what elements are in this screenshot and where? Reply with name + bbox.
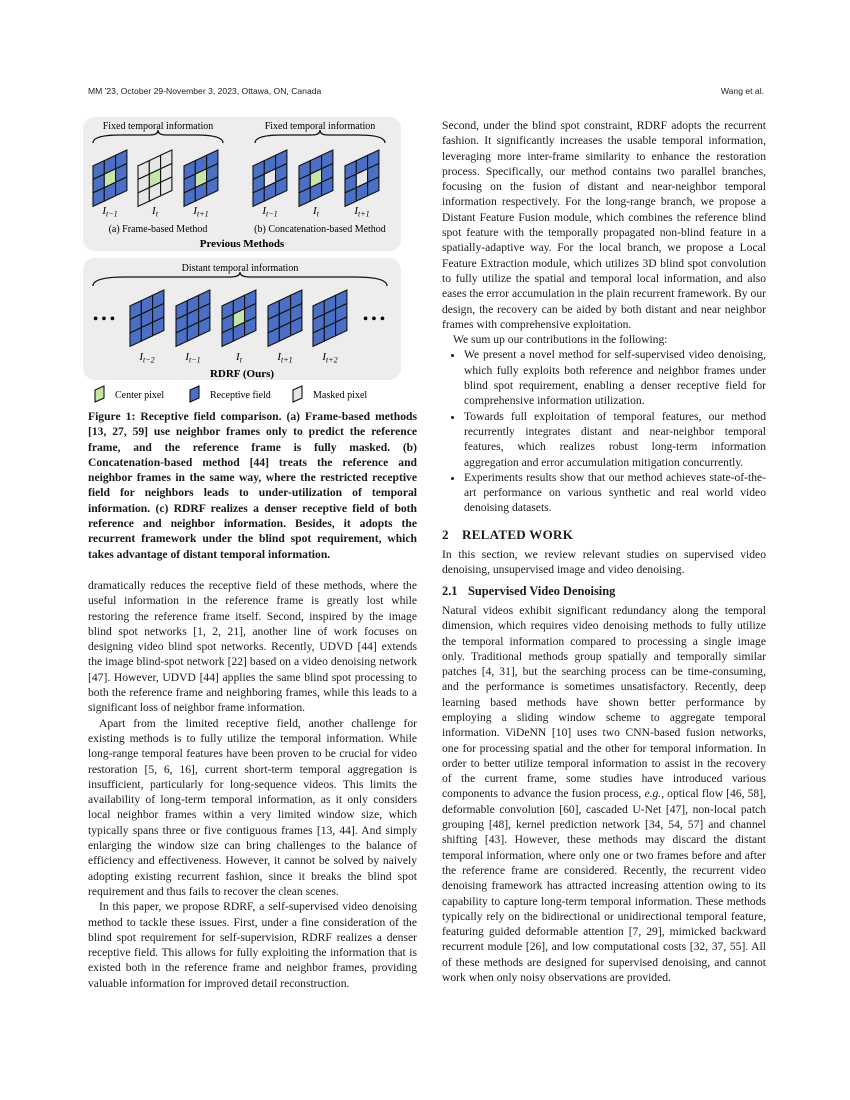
contributions-list — [442, 347, 766, 515]
section-heading-related-work: 2 RELATED WORK — [442, 526, 574, 542]
legend-label: Masked pixel — [313, 390, 368, 401]
ours-label: RDRF (Ours) — [209, 368, 275, 380]
panel-a-title: Fixed temporal information — [102, 121, 214, 132]
frame-label: $I_{t-1}$ — [262, 205, 278, 219]
caption-concatenation-based: (b) Concatenation-based Method — [254, 224, 386, 235]
figure-1-receptive-field — [80, 110, 410, 410]
panel-b-title: Fixed temporal information — [264, 121, 376, 132]
paragraph: dramatically reduces the receptive field of these methods, where the useful information in the reference frame is greatly lost while restoring the reference frame itself. Second, inspired by the image blind spot networks [1, 2, 21], another line of work focuses on designing video blind spot networks. Recently, UDVD [44] extends the image blind-spot network [22] based on a video denoising network [47]. However, UDVD [44] applies the same blind spot processing to both the reference frame and neighboring frames, while this leads to a significant loss of neighbor frame information. — [88, 579, 417, 715]
frame-label: $I_{t-2}$ — [139, 351, 155, 365]
paragraph: In this paper, we propose RDRF, a self-supervised video denoising method to tackle these issues. First, under a fine consideration of the blind spot requirement for self-supervision, RDRF realizes a denser receptive field. This allows for fully exploiting the information that is existed both in the reference frame and neighbor frames, providing valuable information for improved detail reconstruction. — [88, 900, 417, 990]
frame-label: $I_t$ — [236, 351, 242, 365]
running-header-venue: MM '23, October 29-November 3, 2023, Ottawa, ON, Canada — [88, 86, 322, 96]
running-header-authors: Wang et al. — [720, 86, 764, 96]
paragraph: In this section, we review relevant studies on supervised video denoising, unsupervised image and video denoising. — [442, 548, 766, 577]
frame-label: $I_t$ — [313, 205, 319, 219]
paragraph: Second, under the blind spot constraint, RDRF adopts the recurrent fashion. It significantly increases the usable temporal information, leveraging more inter-frame similarity to enhance the restoration process. Specifically, our method contains two parallel branches, focusing on the fusion of distant and near-neighbor temporal information respectively. For the long-range branch, we propose a Distant Feature Fusion module, which combines the reference blind spot feature with the temporally propagated non-blind feature in a spatially-adaptive way. For the local branch, we propose a Local Feature Extraction module, which utilizes 3D blind spot convolution to fully utilize the spatial and temporal local information, and also eases the error accumulation in the plain recurrent framework. By our design, the recovery can be aided by both distant and near neighbor frames with comprehensive exploitation. — [442, 119, 766, 331]
caption-frame-based: (a) Frame-based Method — [108, 224, 208, 235]
paragraph: We sum up our contributions in the following: — [453, 333, 668, 347]
masked-pixel-legend-icon — [293, 386, 302, 402]
ellipsis-left: • • • — [93, 312, 115, 327]
frame-label: $I_{t+1}$ — [277, 351, 293, 365]
frame-label: $I_{t-1}$ — [102, 205, 118, 219]
list-item: • We present a novel method for self-supervised video denoising, which fully exploits both reference and neighbor frames under blind spot requirement, enabling a denser receptive field for comprehensive information utilization. — [464, 347, 766, 408]
frame-label: $I_t$ — [152, 205, 158, 219]
legend-label: Receptive field — [210, 390, 271, 401]
distant-title: Distant temporal information — [181, 263, 299, 274]
list-item: • Experiments results show that our method achieves state-of-the-art performance on various synthetic and real world video denoising datasets. — [464, 470, 766, 516]
frame-label: $I_{t+1}$ — [193, 205, 209, 219]
center-pixel-legend-icon — [95, 386, 104, 402]
ellipsis-right: • • • — [363, 312, 385, 327]
paragraph: Natural videos exhibit significant redundancy along the temporal dimension, which requires video denoising methods to fully utilize the temporal information compared to processing a single image only. Traditional methods group spatially and temporally similar patches [4, 31], but the searching process can be time-consuming, and the performance is sometimes unsatisfactory. Recently, deep learning based methods have shown better performance by employing a sliding window scheme to aggregate temporal information. ViDeNN [10] uses two CNN-based fusion networks, one for processing spatial and the other for temporal information. In order to better utilize temporal information to assist in the recovery of the current frame, some studies have introduced various components to advance the fusion process, e.g., optical flow [46, 58], deformable convolution [60], cascaded U-Net [47], non-local patch grouping [48], kernel prediction network [34, 54, 57] and channel shifting [43]. However, these methods may discard the distant temporal information, where only one or two frames before and after the reference frame are considered. Recently, the recurrent video denoising framework has attracted increasing attention owing to its capability to capture long-term temporal information. These methods typically rely on the bidirectional or unidirectional temporal feature, featuring guided deformable attention [7, 29], mimicked backward recurrent module [26], and low computational costs [32, 37, 55]. All of these methods are designed for supervised denoising, and cannot work when only noisy observations are provided. — [442, 603, 766, 985]
frame-label: $I_{t+1}$ — [354, 205, 370, 219]
previous-methods-label: Previous Methods — [199, 238, 285, 250]
right-column-body — [442, 118, 766, 985]
receptive-field-legend-icon — [190, 386, 199, 402]
paragraph: Apart from the limited receptive field, another challenge for existing methods is to fully utilize the temporal information. While long-range temporal features have been proven to be crucial for video restoration [5, 6, 16], current short-term temporal aggregation is insufficient, particularly for long-sequence videos. This limits the availability of long-term temporal information, as it only considers local neighbor frames within a very limited window size, which typically spans three or five contiguous frames [13, 44]. And simply enlarging the window size can bring challenges to the balance of efficiency and effectiveness. However, it cannot be solved by naively adopting existing recurrent fashion, since it breaks the blind spot requirement and thus fails to recover the clean scenes. — [88, 716, 417, 898]
left-column-body — [88, 578, 417, 991]
frame-label: $I_{t+2}$ — [322, 351, 338, 365]
frame-label: $I_{t-1}$ — [185, 351, 201, 365]
figure-caption: Figure 1: Receptive field comparison. (a) Frame-based methods [13, 27, 59] use neighbor frames only to predict the reference frame, and the reference frame is fully masked. (b) Concatenation-based method [44] treats the reference and neighbor frames in the same way, where the restricted receptive field for neighbors leads to under-utilization of temporal information. (c) RDRF realizes a denser receptive field of both reference and neighbor information. Besides, it adopts the recurrent framework under the blind spot requirement, which takes advantage of distant temporal information. — [88, 410, 417, 561]
subsection-heading-supervised: 2.1 Supervised Video Denoising — [442, 583, 616, 598]
list-item: • Towards full exploitation of temporal features, our method recurrently integrates distant and near-neighbor temporal features, which realizes robust long-term information aggregation and error accumulation mitigation concurrently. — [464, 409, 766, 470]
legend-label: Center pixel — [115, 390, 165, 401]
